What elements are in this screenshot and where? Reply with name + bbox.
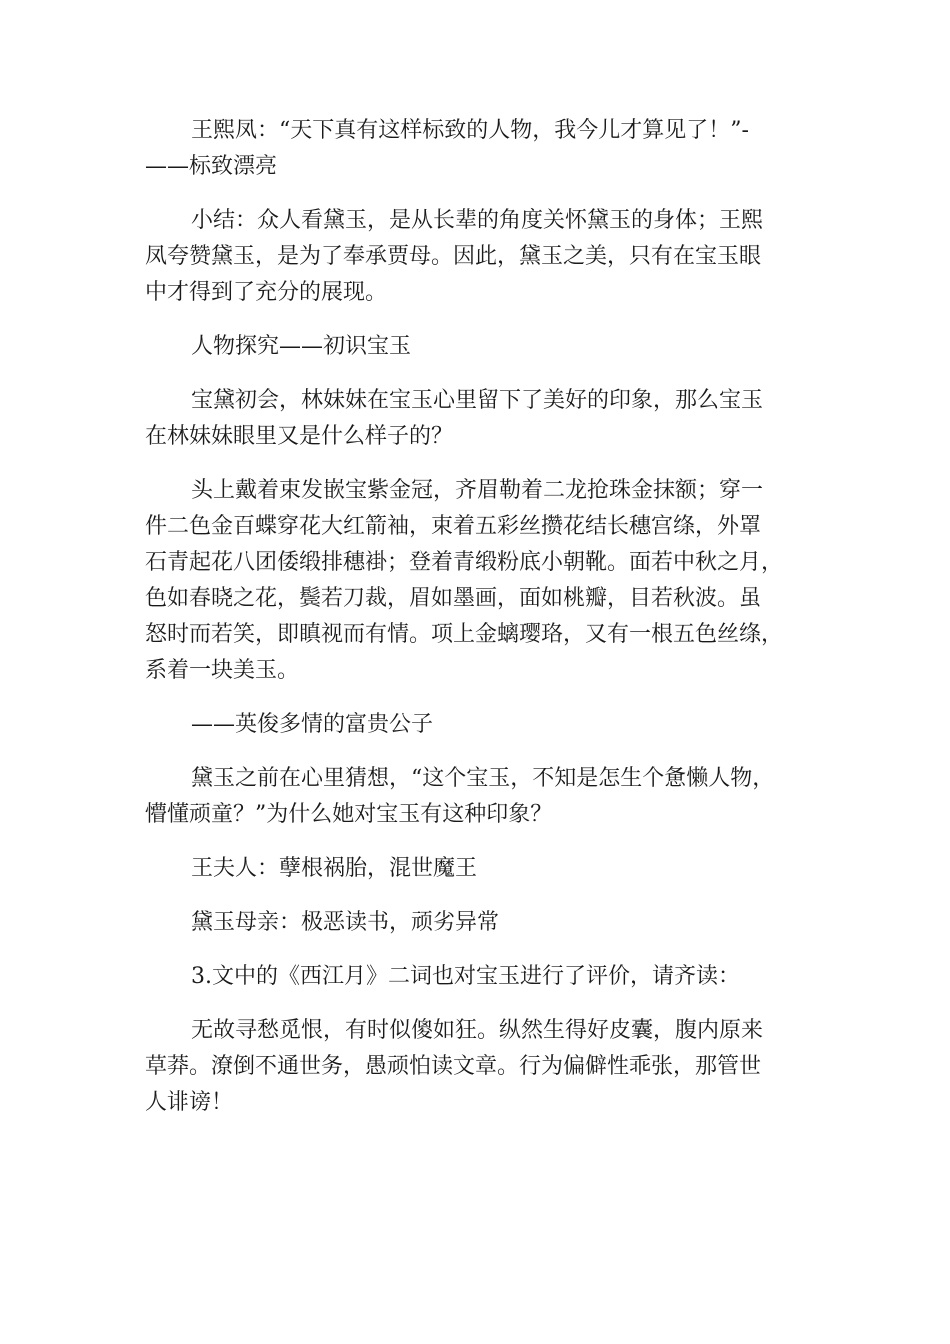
paragraph-xijiangyue-intro [145, 959, 785, 995]
text-line: 懵懂顽童？”为什么她对宝玉有这种印象？ [145, 802, 553, 827]
paragraph-summary [145, 203, 785, 311]
paragraph-conclusion [145, 707, 785, 743]
text-line: ——标致漂亮 [145, 154, 278, 179]
section-heading [145, 329, 785, 365]
document-page [145, 113, 785, 1139]
text-line: 王熙凤：“天下真有这样标致的人物，我今儿才算见了！”- [191, 118, 749, 143]
text-line: 草莽。潦倒不通世务，愚顽怕读文章。行为偏僻性乖张，那管世 [145, 1054, 762, 1079]
paragraph-xijiangyue-poem [145, 1013, 785, 1121]
paragraph-first-meeting [145, 383, 785, 455]
text-line: 小结：众人看黛玉，是从长辈的角度关怀黛玉的身体；王熙 [191, 208, 764, 233]
text-line: 头上戴着束发嵌宝紫金冠，齐眉勒着二龙抢珠金抹额；穿一 [191, 478, 764, 503]
paragraph-daiyu-mother [145, 905, 785, 941]
text-line: 王夫人：孽根祸胎，混世魔王 [191, 856, 478, 881]
text-line: 黛玉母亲：极恶读书，顽劣异常 [191, 910, 500, 935]
text-line: 无故寻愁觅恨，有时似傻如狂。纵然生得好皮囊，腹内原来 [191, 1018, 764, 1043]
text-line: 3.文中的《西江月》二词也对宝玉进行了评价，请齐读： [191, 964, 740, 989]
text-line: 色如春晓之花，鬓若刀裁，眉如墨画，面如桃瓣，目若秋波。虽 [145, 586, 762, 611]
paragraph-lady-wang [145, 851, 785, 887]
text-line: 中才得到了充分的展现。 [145, 280, 388, 305]
text-line: 人物探究——初识宝玉 [191, 334, 412, 359]
text-line: 系着一块美玉。 [145, 658, 300, 683]
paragraph-wang-xifeng-quote [145, 113, 785, 185]
text-line: ——英俊多情的富贵公子 [191, 712, 434, 737]
paragraph-daiyu-guess [145, 761, 785, 833]
paragraph-baoyu-description [145, 473, 785, 689]
text-line: 怒时而若笑，即瞋视而有情。项上金螭璎珞，又有一根五色丝绦， [145, 622, 784, 647]
text-line: 人诽谤！ [145, 1090, 234, 1115]
text-line: 凤夸赞黛玉，是为了奉承贾母。因此，黛玉之美，只有在宝玉眼 [145, 244, 762, 269]
text-line: 宝黛初会，林妹妹在宝玉心里留下了美好的印象，那么宝玉 [191, 388, 764, 413]
text-line: 石青起花八团倭缎排穗褂；登着青缎粉底小朝靴。面若中秋之月， [145, 550, 784, 575]
text-line: 黛玉之前在心里猜想，“这个宝玉，不知是怎生个惫懒人物， [191, 766, 775, 791]
text-line: 在林妹妹眼里又是什么样子的？ [145, 424, 454, 449]
text-line: 件二色金百蝶穿花大红箭袖，束着五彩丝攒花结长穗宫绦，外罩 [145, 514, 762, 539]
